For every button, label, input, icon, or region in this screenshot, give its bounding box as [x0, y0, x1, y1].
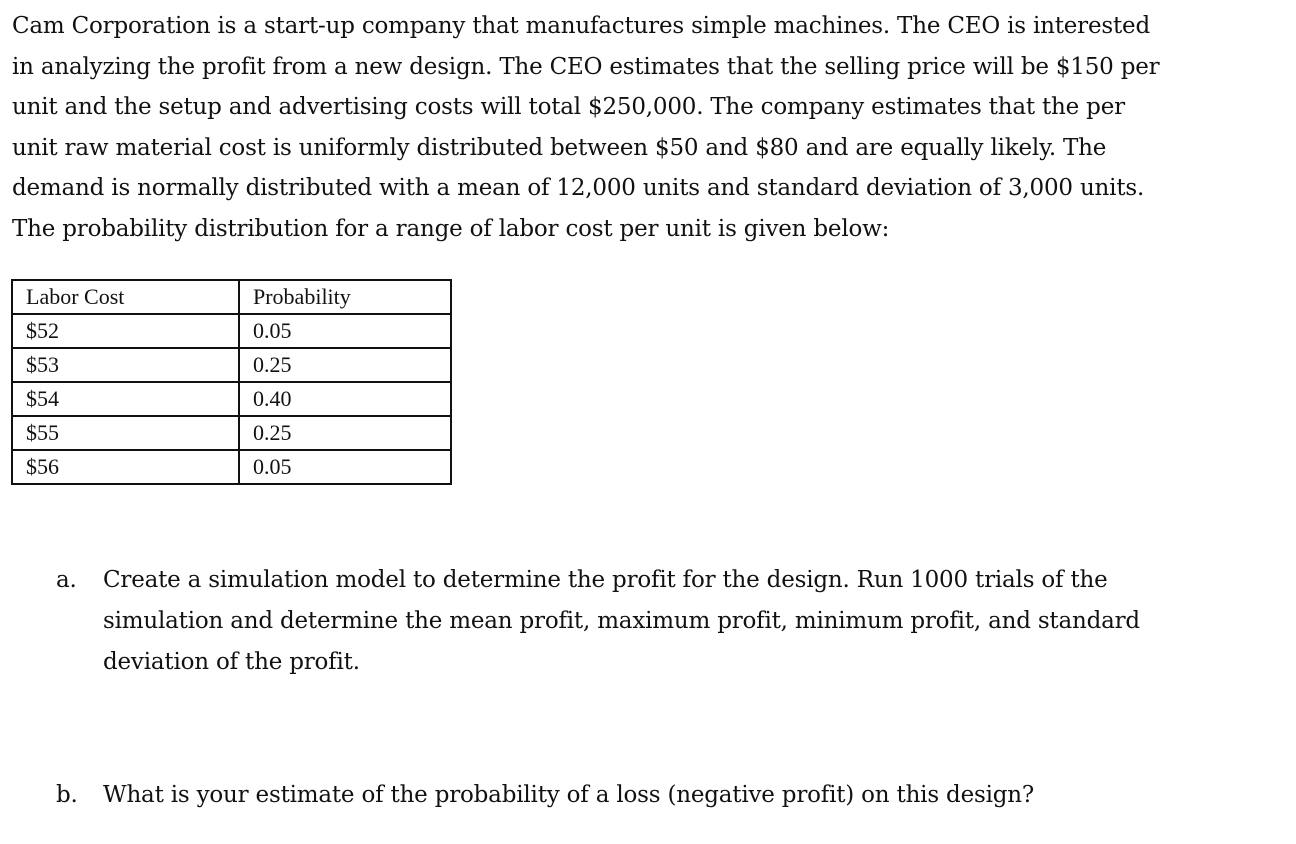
question-a-letter: a.	[56, 567, 77, 593]
question-b-text	[103, 775, 1283, 816]
labor-cost-cell: $55	[12, 416, 239, 450]
column-header-labor-cost: Labor Cost	[12, 280, 239, 314]
intro-line: The probability distribution for a range of labor cost per unit is given below:	[12, 215, 890, 242]
table-header-row	[12, 280, 451, 314]
intro-line: unit and the setup and advertising costs will total $250,000. The company estimates that the per	[12, 94, 1125, 121]
probability-cell: 0.25	[239, 416, 451, 450]
column-header-probability: Probability	[239, 280, 451, 314]
question-a-line: deviation of the profit.	[103, 649, 360, 675]
labor-cost-cell: $52	[12, 314, 239, 348]
labor-cost-cell: $53	[12, 348, 239, 382]
table-row	[12, 450, 451, 484]
probability-cell: 0.40	[239, 382, 451, 416]
labor-cost-table	[11, 279, 452, 485]
probability-cell: 0.05	[239, 450, 451, 484]
probability-cell: 0.05	[239, 314, 451, 348]
question-a-line: Create a simulation model to determine the profit for the design. Run 1000 trials of the	[103, 567, 1108, 593]
intro-line: unit raw material cost is uniformly distributed between $50 and $80 and are equally likely. The	[12, 134, 1107, 161]
table-row	[12, 348, 451, 382]
question-a-text	[103, 560, 1283, 683]
probability-cell: 0.25	[239, 348, 451, 382]
intro-line: in analyzing the profit from a new design. The CEO estimates that the selling price will be $150 per	[12, 53, 1160, 80]
question-a-line: simulation and determine the mean profit, maximum profit, minimum profit, and standard	[103, 608, 1140, 634]
intro-paragraph	[12, 6, 1287, 250]
table-row	[12, 314, 451, 348]
intro-line: Cam Corporation is a start-up company that manufactures simple machines. The CEO is interested	[12, 13, 1150, 39]
intro-line: demand is normally distributed with a mean of 12,000 units and standard deviation of 3,000 units.	[12, 175, 1145, 202]
table-row	[12, 416, 451, 450]
table-row	[12, 382, 451, 416]
question-b-line: What is your estimate of the probability of a loss (negative profit) on this design?	[103, 782, 1035, 808]
question-b-letter: b.	[56, 782, 78, 808]
labor-cost-cell: $56	[12, 450, 239, 484]
labor-cost-cell: $54	[12, 382, 239, 416]
